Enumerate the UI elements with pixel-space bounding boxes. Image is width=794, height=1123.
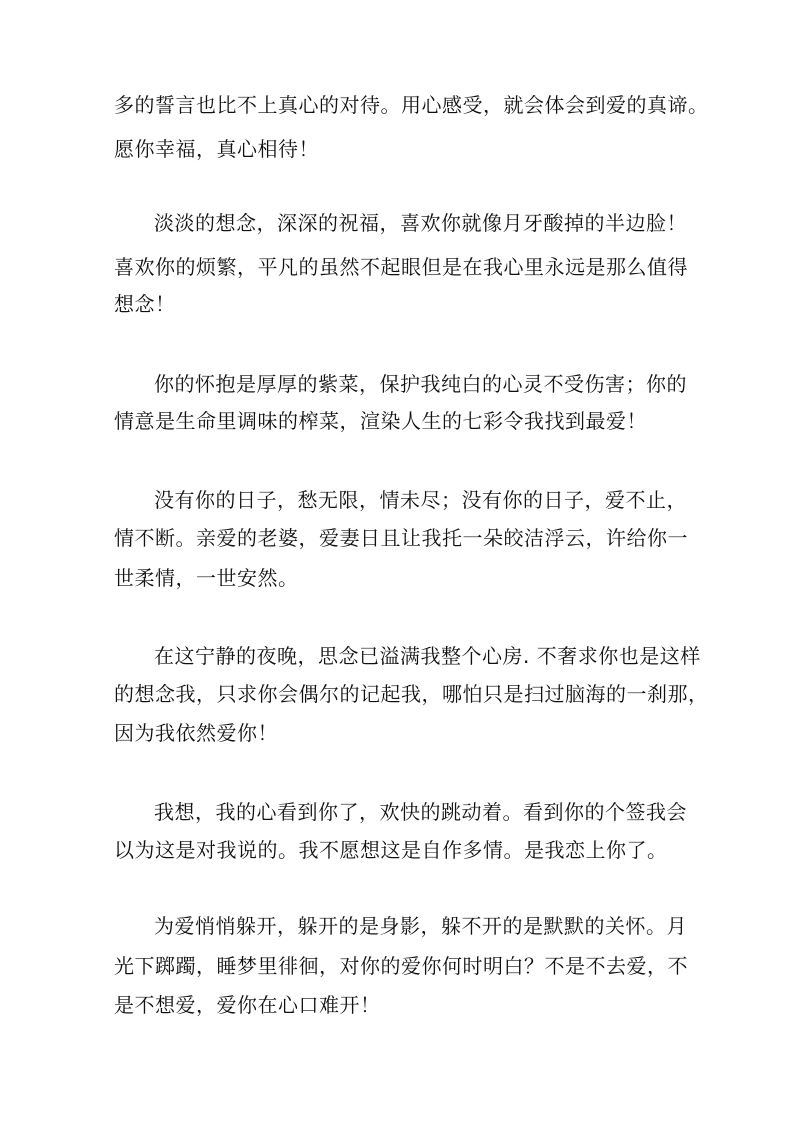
paragraph-5-line-2: 的想念我，只求你会偶尔的记起我，哪怕只是扫过脑海的一刹那， — [114, 682, 709, 706]
paragraph-7-line-3: 是不想爱，爱你在心口难开！ — [114, 993, 381, 1017]
paragraph-2-line-2: 喜欢你的烦繁，平凡的虽然不起眼但是在我心里永远是那么值得 — [114, 255, 688, 279]
paragraph-1-line-2: 愿你幸福，真心相待！ — [114, 137, 319, 161]
paragraph-7-line-1: 为爱悄悄躲开，躲开的是身影，躲不开的是默默的关怀。月 — [154, 914, 687, 938]
paragraph-1-line-1: 多的誓言也比不上真心的对待。用心感受，就会体会到爱的真谛。 — [114, 93, 709, 117]
paragraph-6-line-1: 我想，我的心看到你了，欢快的跳动着。看到你的个签我会 — [154, 800, 687, 824]
paragraph-2-line-3: 想念！ — [114, 292, 176, 316]
paragraph-2-line-1: 淡淡的想念，深深的祝福，喜欢你就像月牙酸掉的半边脸！ — [154, 211, 687, 235]
paragraph-4-line-1: 没有你的日子，愁无限，情未尽；没有你的日子，爱不止， — [154, 488, 687, 512]
paragraph-5-line-3: 因为我依然爱你！ — [114, 721, 278, 745]
paragraph-7-line-2: 光下踯躅，睡梦里徘徊，对你的爱你何时明白？不是不去爱，不 — [114, 954, 688, 978]
paragraph-5-line-1: 在这宁静的夜晚，思念已溢满我整个心房. 不奢求你也是这样 — [154, 644, 701, 668]
paragraph-4-line-2: 情不断。亲爱的老婆，爱妻日且让我托一朵皎洁浮云，许给你一 — [114, 526, 688, 550]
paragraph-3-line-2: 情意是生命里调味的榨菜，渲染人生的七彩令我找到最爱！ — [114, 409, 647, 433]
paragraph-6-line-2: 以为这是对我说的。我不愿想这是自作多情。是我恋上你了。 — [114, 838, 668, 862]
paragraph-3-line-1: 你的怀抱是厚厚的紫菜，保护我纯白的心灵不受伤害；你的 — [154, 372, 687, 396]
paragraph-4-line-3: 世柔情，一世安然。 — [114, 566, 299, 590]
